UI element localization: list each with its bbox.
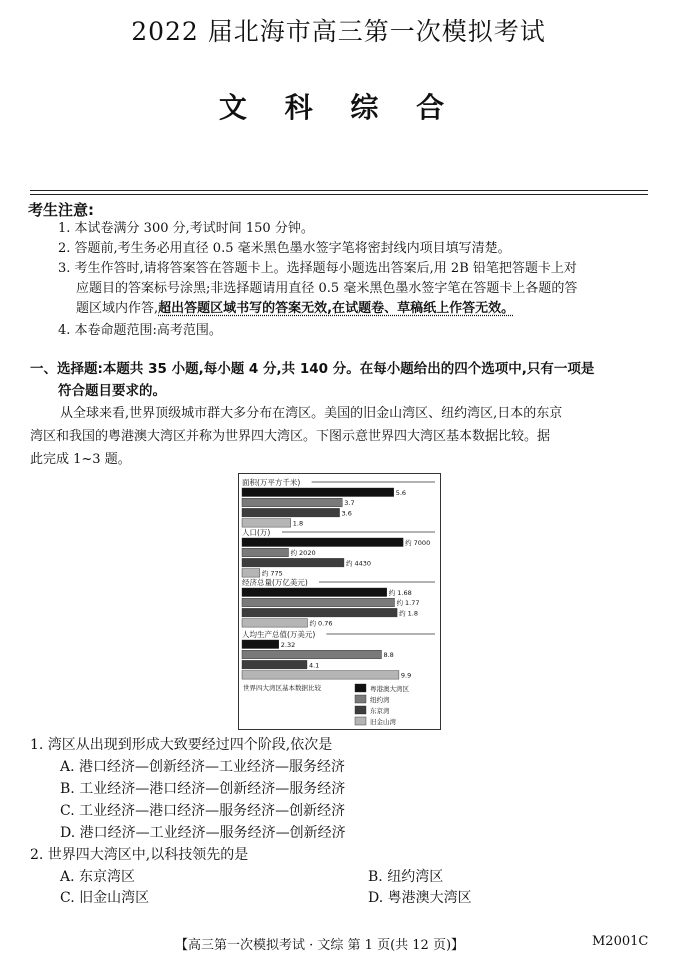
legend-swatch — [355, 706, 366, 714]
bar — [242, 619, 307, 628]
section-heading-cont: 符合题目要求的。 — [58, 383, 166, 399]
bar — [242, 498, 342, 507]
bar — [242, 671, 399, 680]
legend-label: 东京湾 — [370, 707, 390, 715]
bar-value-label: 2.32 — [280, 641, 296, 649]
notice-item: 应题目的答案标号涂黑;非选择题请用直径 0.5 毫米黑色墨水签字笔在答题卡上各题的答 — [76, 281, 578, 296]
option-b[interactable]: B. 工业经济—港口经济—创新经济—服务经济 — [60, 781, 346, 797]
option-a[interactable]: A. 港口经济—创新经济—工业经济—服务经济 — [60, 759, 346, 775]
bar — [242, 548, 288, 557]
paper-code: M2001C — [592, 934, 649, 949]
bar-value-label: 1.8 — [292, 519, 304, 528]
bar — [242, 598, 394, 607]
bar-value-label: 约 2020 — [290, 549, 316, 558]
top-rule-thin — [30, 194, 648, 195]
notice-item — [76, 299, 514, 319]
question-stem: 2. 世界四大湾区中,以科技领先的是 — [30, 847, 249, 863]
legend-swatch — [355, 695, 366, 703]
intro-text: 湾区和我国的粤港澳大湾区并称为世界四大湾区。下图示意世界四大湾区基本数据比较。据 — [30, 429, 551, 444]
bar-value-label: 约 1.68 — [388, 589, 412, 597]
legend-label: 纽约湾 — [370, 696, 390, 704]
option-c[interactable]: C. 旧金山湾区 — [60, 890, 150, 906]
bar — [242, 488, 394, 497]
notice-emphasis: 超出答题区域书写的答案无效,在试题卷、草稿纸上作答无效。 — [158, 301, 515, 316]
option-d[interactable]: D. 港口经济—工业经济—服务经济—创新经济 — [60, 825, 346, 841]
option-b[interactable]: B. 纽约湾区 — [368, 869, 444, 885]
option-a[interactable]: A. 东京湾区 — [60, 869, 136, 885]
notice-item: 1. 本试卷满分 300 分,考试时间 150 分钟。 — [58, 221, 314, 236]
notice-heading: 考生注意: — [28, 201, 94, 219]
subject-title: 文 科 综 合 — [218, 91, 459, 124]
bar-value-label: 约 4430 — [345, 559, 372, 568]
bar — [242, 569, 260, 578]
bar-value-label: 9.9 — [400, 671, 412, 680]
bar — [242, 508, 340, 517]
bay-area-chart — [238, 473, 441, 730]
panel-label: 人均生产总值(万美元) — [242, 630, 316, 639]
question-stem: 1. 湾区从出现到形成大致要经过四个阶段,依次是 — [30, 737, 333, 753]
bar — [242, 660, 307, 669]
top-rule — [30, 190, 648, 191]
bar-value-label: 3.6 — [341, 509, 352, 518]
legend-label: 粤港澳大湾区 — [370, 685, 409, 693]
chart-svg — [239, 474, 440, 729]
bar-value-label: 约 0.76 — [309, 619, 333, 628]
exam-title: 2022 届北海市高三第一次模拟考试 — [131, 17, 546, 46]
notice-item-text: 题区域内作答, — [76, 301, 159, 316]
notice-item: 2. 答题前,考生务必用直径 0.5 毫米黑色墨水签字笔将密封线内项目填写清楚。 — [58, 241, 511, 256]
bar-value-label: 约 7000 — [405, 539, 431, 547]
notice-item: 3. 考生作答时,请将答案答在答题卡上。选择题每小题选出答案后,用 2B 铅笔把答题卡上对 — [58, 261, 577, 276]
legend-swatch — [355, 684, 366, 692]
bar — [242, 640, 279, 649]
intro-text: 从全球来看,世界顶级城市群大多分布在湾区。美国的旧金山湾区、纽约湾区,日本的东京 — [60, 406, 563, 421]
option-d[interactable]: D. 粤港澳大湾区 — [368, 890, 472, 906]
bar-value-label: 4.1 — [308, 661, 320, 670]
bar — [242, 650, 381, 659]
bar-value-label: 5.6 — [395, 489, 407, 497]
option-c[interactable]: C. 工业经济—港口经济—服务经济—创新经济 — [60, 803, 346, 819]
panel-label: 面积(万平方千米) — [242, 478, 301, 487]
bar — [242, 608, 397, 617]
page-footer: 【高三第一次模拟考试 · 文综 第 1 页(共 12 页)】 — [175, 938, 465, 953]
bar — [242, 558, 344, 567]
bar-value-label: 约 1.8 — [399, 609, 418, 618]
panel-label: 经济总量(万亿美元) — [242, 578, 308, 587]
panel-label: 人口(万) — [242, 528, 271, 537]
bar-value-label: 约 1.77 — [396, 599, 420, 608]
bar — [242, 519, 291, 528]
intro-text: 此完成 1~3 题。 — [30, 452, 131, 467]
legend-swatch — [355, 717, 366, 725]
bar-value-label: 约 775 — [261, 569, 283, 578]
notice-item: 4. 本卷命题范围:高考范围。 — [58, 323, 222, 338]
chart-title: 世界四大湾区基本数据比较 — [243, 684, 321, 692]
bar-value-label: 3.7 — [344, 499, 355, 508]
section-heading: 一、选择题:本题共 35 小题,每小题 4 分,共 140 分。在每小题给出的四个选项中,只有一项是 — [30, 361, 595, 377]
bar — [242, 538, 403, 547]
bar-value-label: 8.8 — [383, 651, 394, 660]
legend-label: 旧金山湾 — [370, 718, 396, 726]
bar — [242, 588, 387, 597]
